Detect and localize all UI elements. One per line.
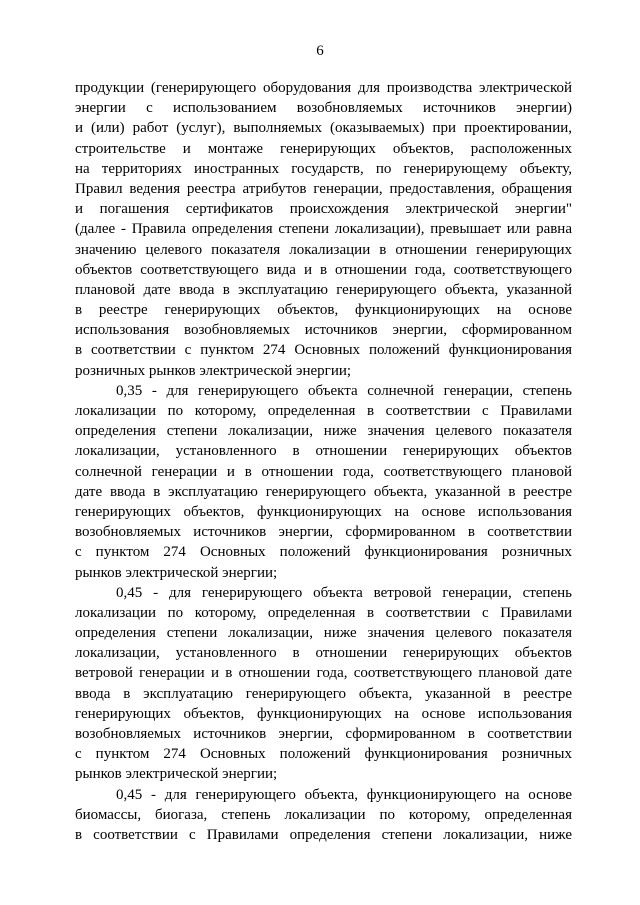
- paragraph: [75, 381, 572, 583]
- text-line: 0,45 - для генерирующего объекта ветровой генерации, степень: [116, 584, 572, 601]
- text-line: генерирующих объектов, функционирующих на основе использования: [75, 503, 572, 520]
- text-line: 0,45 - для генерирующего объекта, функционирующего на основе: [116, 786, 572, 803]
- paragraph: [75, 78, 572, 381]
- text-line: солнечной генерации и в отношении года, соответствующего плановой: [75, 463, 572, 480]
- text-line: продукции (генерирующего оборудования для производства электрической: [75, 80, 572, 96]
- text-line: локализации, установленного в отношении генерирующих объектов: [75, 443, 572, 460]
- paragraph: [75, 785, 572, 846]
- text-line: розничных рынков электрической энергии;: [75, 362, 352, 379]
- text-line: Правил ведения реестра атрибутов генерации, предоставления, обращения: [75, 180, 572, 197]
- text-line: использования возобновляемых источников энергии, сформированном: [75, 322, 572, 339]
- text-line: локализации по которому, определенная в соответствии с Правилами: [75, 403, 572, 419]
- text-line: энергии с использованием возобновляемых источников энергии): [75, 100, 572, 117]
- text-line: в реестре генерирующих объектов, функционирующих на основе: [75, 302, 572, 319]
- text-line: с пунктом 274 Основных положений функционирования розничных: [75, 544, 572, 561]
- text-line: значению целевого показателя локализации в отношении генерирующих: [75, 241, 572, 258]
- text-line: и (или) работ (услуг), выполняемых (оказываемых) при проектировании,: [75, 120, 572, 137]
- text-line: с пунктом 274 Основных положений функционирования розничных: [75, 746, 572, 763]
- text-line: возобновляемых источников энергии, сформированном в соответствии: [75, 726, 572, 742]
- text-line: рынков электрической энергии;: [75, 766, 278, 783]
- text-line: и погашения сертификатов происхождения электрической энергии": [75, 201, 572, 218]
- text-line: определения степени локализации, ниже значения целевого показателя: [75, 625, 572, 642]
- text-line: 0,35 - для генерирующего объекта солнечной генерации, степень: [116, 382, 572, 399]
- paragraph: [75, 583, 572, 785]
- text-line: рынков электрической энергии;: [75, 564, 278, 581]
- page-number: 6: [316, 43, 324, 59]
- text-line: ввода в эксплуатацию генерирующего объекта, указанной в реестре: [75, 685, 572, 702]
- document-body: [75, 78, 572, 845]
- text-line: в соответствии с Правилами определения степени локализации, ниже: [75, 826, 572, 843]
- text-line: дате ввода в эксплуатацию генерирующего объекта, указанной в реестре: [75, 483, 572, 500]
- text-line: определения степени локализации, ниже значения целевого показателя: [75, 423, 572, 440]
- text-line: плановой дате ввода в эксплуатацию генерирующего объекта, указанной: [75, 281, 572, 298]
- text-line: локализации, установленного в отношении генерирующих объектов: [75, 645, 572, 662]
- text-line: ветровой генерации и в отношении года, соответствующего плановой дате: [75, 665, 572, 682]
- text-line: строительстве и монтаже генерирующих объектов, расположенных: [75, 140, 572, 157]
- text-line: (далее - Правила определения степени локализации), превышает или равна: [75, 221, 572, 238]
- text-line: биомассы, биогаза, степень локализации по которому, определенная: [75, 806, 572, 823]
- text-line: на территориях иностранных государств, по генерирующему объекту,: [75, 160, 572, 177]
- text-line: генерирующих объектов, функционирующих на основе использования: [75, 705, 572, 722]
- text-line: возобновляемых источников энергии, сформированном в соответствии: [75, 524, 572, 541]
- text-line: объектов соответствующего вида и в отношении года, соответствующего: [75, 261, 572, 278]
- text-line: локализации по которому, определенная в соответствии с Правилами: [75, 604, 572, 621]
- text-line: в соответствии с пунктом 274 Основных положений функционирования: [75, 342, 572, 359]
